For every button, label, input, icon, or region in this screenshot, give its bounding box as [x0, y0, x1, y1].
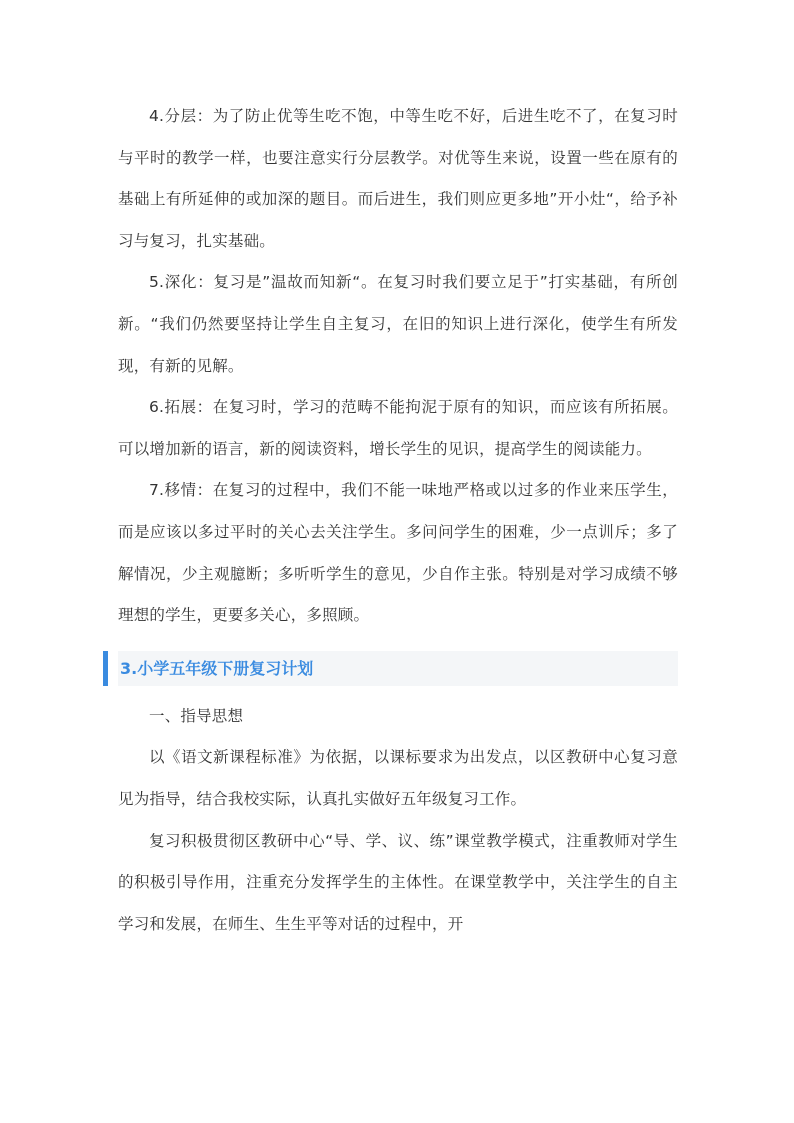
- paragraph-empathy: 7.移情：在复习的过程中，我们不能一味地严格或以过多的作业来压学生，而是应该以多过平时的关心去关注学生。多问问学生的困难，少一点训斥；多了解情况，少主观臆断；多听听学生的意见，少自作主张。特别是对学习成绩不够理想的学生，更要多关心，多照顾。: [118, 481, 678, 625]
- section-heading: 3.小学五年级下册复习计划: [120, 658, 314, 678]
- paragraph-deepening: 5.深化：复习是”温故而知新“。在复习时我们要立足于”打实基础，有所创新。“我们仍然要坚持让学生自主复习，在旧的知识上进行深化，使学生有所发现，有新的见解。: [118, 273, 678, 375]
- document-page: [118, 96, 678, 945]
- paragraph-teaching-mode: 复习积极贯彻区教研中心“导、学、议、练”课堂教学模式，注重教师对学生的积极引导作用，注重充分发挥学生的主体性。在课堂教学中，关注学生的自主学习和发展，在师生、生生平等对话的过程中，开: [118, 831, 678, 933]
- heading-accent-bar: [103, 651, 108, 686]
- paragraph-expansion: 6.拓展：在复习时，学习的范畴不能拘泥于原有的知识，而应该有所拓展。可以增加新的语言，新的阅读资料，增长学生的见识，提高学生的阅读能力。: [118, 398, 678, 458]
- paragraph-basis: 以《语文新课程标准》为依据，以课标要求为出发点，以区教研中心复习意见为指导，结合我校实际，认真扎实做好五年级复习工作。: [118, 748, 678, 808]
- section-heading-block: [118, 651, 678, 686]
- paragraph-layering: 4.分层：为了防止优等生吃不饱，中等生吃不好，后进生吃不了，在复习时与平时的教学一样，也要注意实行分层教学。对优等生来说，设置一些在原有的基础上有所延伸的或加深的题目。而后进生，我们则应更多地”开小灶“，给予补习与复习，扎实基础。: [118, 107, 678, 250]
- subheading-guiding-ideas: 一、指导思想: [149, 706, 244, 725]
